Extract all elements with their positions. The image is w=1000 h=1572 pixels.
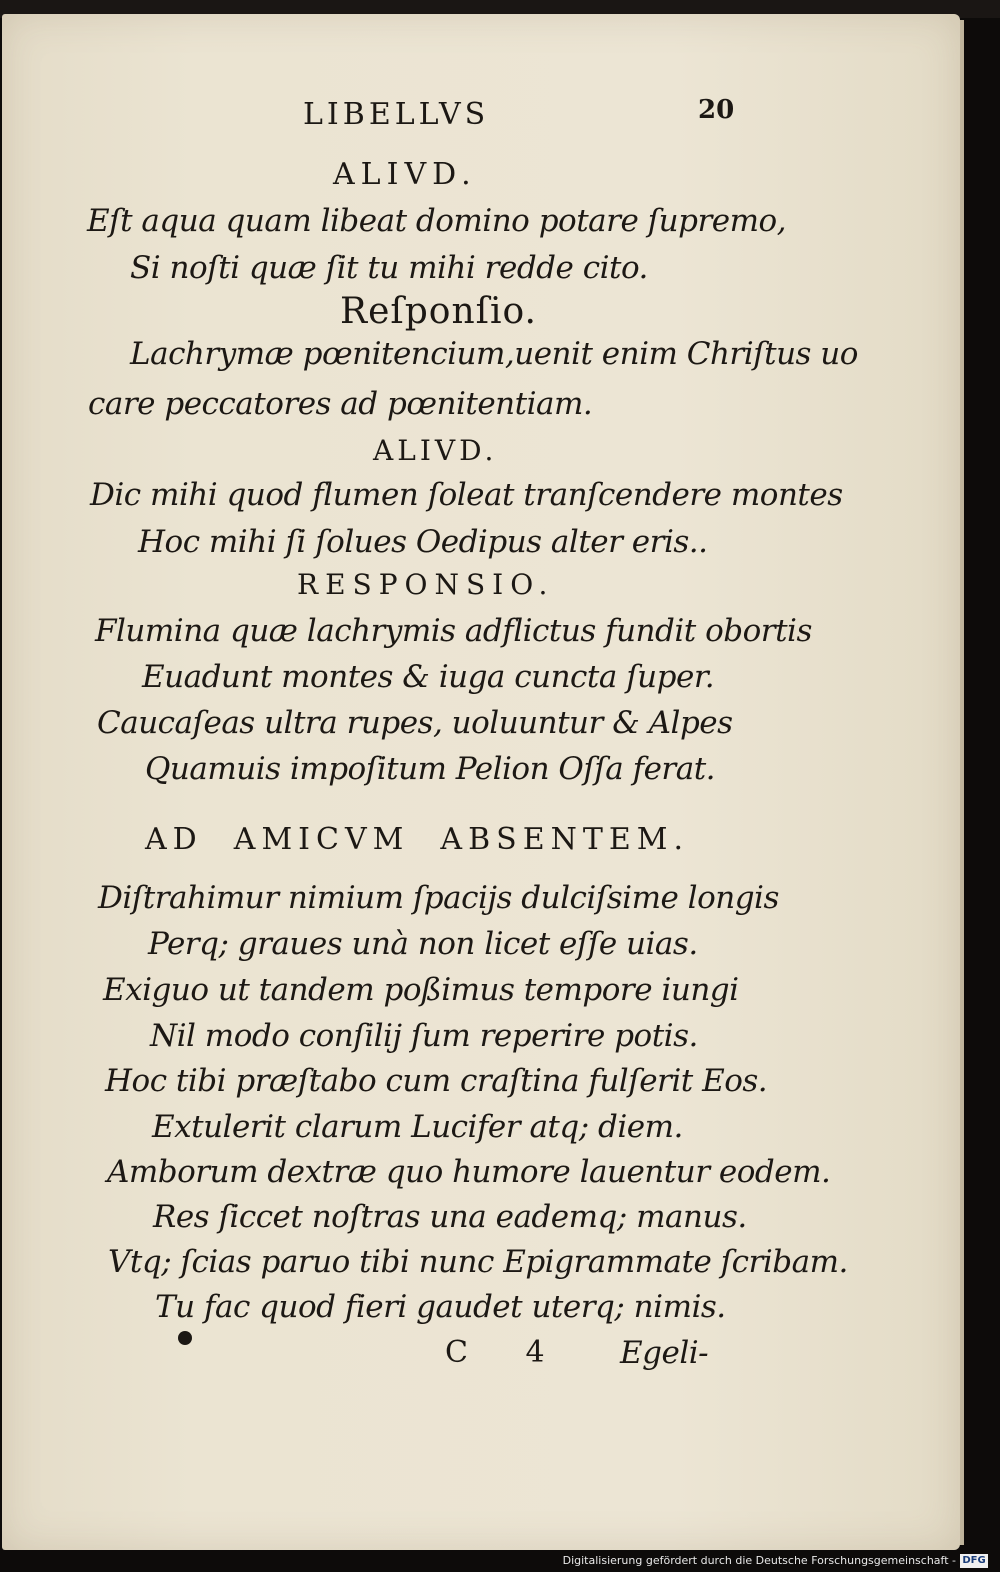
verse-line: Tu fac quod fieri gaudet uterq; nimis. [155, 1289, 726, 1325]
verse-line: Dic mihi quod flumen ſoleat tranſcendere montes [90, 477, 843, 513]
verse-line: Hoc mihi ſi ſolues Oedipus alter eris.. [138, 524, 708, 560]
verse-line: Euadunt montes & iuga cuncta ſuper. [142, 659, 715, 695]
verse-line: Exiguo ut tandem poßimus tempore iungi [103, 972, 739, 1008]
verse-line: Res ſiccet noſtras una eademq; manus. [153, 1199, 747, 1235]
section-heading: Reſponſio. [340, 291, 537, 332]
section-heading: RESPONSIO. [297, 568, 555, 601]
ink-spot [178, 1331, 192, 1345]
verse-line: Caucaſeas ultra rupes, uoluuntur & Alpes [97, 705, 733, 741]
verse-line: Amborum dextræ quo humore lauentur eodem. [107, 1154, 831, 1190]
catchword: Egeli- [620, 1335, 709, 1371]
verse-line: Nil modo conſilij ſum reperire potis. [150, 1018, 698, 1054]
page-number: 20 [698, 95, 735, 125]
section-heading: ALIVD. [373, 434, 498, 467]
verse-line: Vtq; ſcias paruo tibi nunc Epigrammate ſcribam. [108, 1244, 848, 1280]
section-heading: AD AMICVM ABSENTEM. [145, 822, 690, 857]
verse-line: Perq; graues unà non licet eſſe uias. [148, 926, 698, 962]
running-head-title: LIBELLVS [303, 97, 490, 132]
verse-line: Hoc tibi præſtabo cum craſtina fulſerit Eos. [105, 1063, 768, 1099]
dfg-logo: DFG [960, 1554, 988, 1568]
signature-mark: C 4 [445, 1335, 569, 1370]
prose-line: care peccatores ad pœnitentiam. [88, 386, 593, 422]
section-heading: ALIVD. [333, 157, 477, 192]
prose-line: Lachrymæ pœnitencium,uenit enim Chriſtus uo [130, 336, 858, 372]
verse-line: Si noſti quæ ſit tu mihi redde cito. [130, 250, 648, 286]
verse-line: Flumina quæ lachrymis adflictus fundit obortis [95, 613, 812, 649]
verse-line: Quamuis impoſitum Pelion Oſſa ferat. [145, 751, 716, 787]
verse-line: Extulerit clarum Lucifer atq; diem. [152, 1109, 683, 1145]
digitization-credit: Digitalisierung gefördert durch die Deutsche Forschungsgemeinschaft - [562, 1554, 956, 1567]
verse-line: Eſt aqua quam libeat domino potare ſupremo, [87, 203, 787, 239]
verse-line: Diſtrahimur nimium ſpacijs dulciſsime longis [98, 880, 779, 916]
